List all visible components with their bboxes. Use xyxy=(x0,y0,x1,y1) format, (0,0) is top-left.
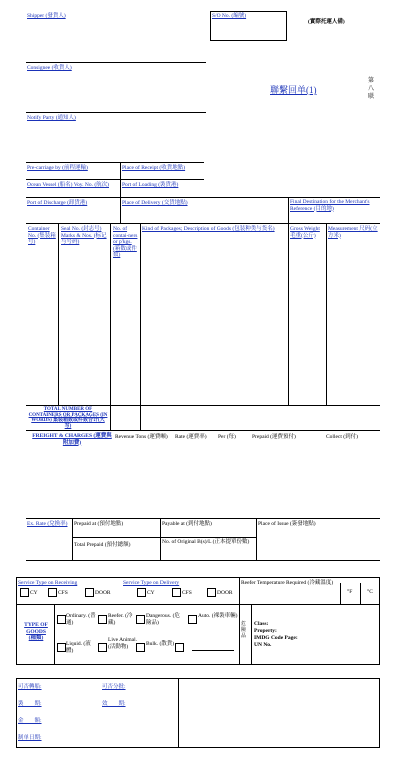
pre-carriage-label: Pre-carriage by (前程運輸) xyxy=(27,165,88,171)
other-underline xyxy=(192,650,234,651)
receiving-door-label: DOOR xyxy=(95,590,111,596)
kind-header: Kind of Packages; Description of Goods (包装种类与货名) xyxy=(142,226,275,232)
divider xyxy=(26,518,380,519)
divider xyxy=(72,537,256,538)
delivery-door-label: DOOR xyxy=(217,590,233,596)
bulk-label: Bulk. (散貨) xyxy=(146,641,175,647)
ordinary-checkbox[interactable] xyxy=(57,615,66,624)
bulk-checkbox[interactable] xyxy=(136,643,145,652)
freight-charges-label: FREIGHT & CHARGES (運費與附加費) xyxy=(32,433,112,446)
partial-shipment-label: 可否分批: xyxy=(102,684,126,690)
divider xyxy=(54,604,55,665)
side-mark-1: 第 xyxy=(368,78,375,84)
divider xyxy=(251,604,252,665)
auto-checkbox[interactable] xyxy=(188,615,197,624)
place-of-delivery-label: Place of Delivery (交貨地點) xyxy=(122,200,188,206)
un-no-label: UN No. xyxy=(254,642,272,648)
total-prepaid-label: Total Prepaid (預付總額) xyxy=(74,542,131,548)
divider xyxy=(26,560,380,561)
property-label: Property: xyxy=(254,628,277,634)
side-mark-3: 联 xyxy=(368,94,375,100)
consignee-label: Consignee (收貨人) xyxy=(27,65,72,71)
divider xyxy=(110,223,111,430)
divider xyxy=(360,583,361,604)
ocean-vessel-label: Ocean Vessel (船名) Voy. No. (航次) xyxy=(27,182,109,188)
port-of-loading-label: Port of Loading (裝貨港) xyxy=(122,182,179,188)
note-label: (實際托運人備) xyxy=(308,19,345,25)
receiving-cfs-label: CFS xyxy=(58,590,68,596)
side-mark-2: 八 xyxy=(368,86,375,92)
delivery-door-checkbox[interactable] xyxy=(207,588,216,597)
port-of-discharge-label: Port of Discharge (卸貨港) xyxy=(27,200,88,206)
prepaid-label: Prepaid (運費預付) xyxy=(252,434,296,440)
validity-label: 效 期: xyxy=(102,701,126,707)
place-of-receipt-label: Place of Receipt (收貨地點) xyxy=(122,165,186,171)
live-animal-checkbox[interactable] xyxy=(98,643,107,652)
container-header: Container No. (集装箱号) xyxy=(28,226,56,245)
revenue-tons-label: Revenue Tons (運費噸) xyxy=(115,434,168,440)
amount-label: 金 額: xyxy=(18,718,42,724)
total-packages-label: TOTAL NUMBER OF CONTAINERS OR PACKAGES (IN WORDS) 集装箱数或件数合计(大写) xyxy=(28,407,108,429)
receiving-cy-label: CY xyxy=(30,590,38,596)
seal-header: Seal No. (封志号) Marks & Nos. (标记与号码) xyxy=(61,226,107,245)
delivery-cfs-checkbox[interactable] xyxy=(172,588,181,597)
divider xyxy=(340,583,341,604)
so-no-label: S/O No. (編號) xyxy=(212,13,247,19)
reefer-checkbox[interactable] xyxy=(98,615,107,624)
divider xyxy=(58,223,59,405)
payable-at-label: Payable at (到付地點) xyxy=(162,521,212,527)
divider xyxy=(26,430,380,431)
imdg-label: IMDG Code Page: xyxy=(254,635,298,641)
dangerous-side-label: 危險品 xyxy=(241,622,247,639)
service-delivery-label: Service Type on Delivery xyxy=(123,580,180,586)
per-label: Per (每) xyxy=(218,434,236,440)
divider xyxy=(256,518,257,560)
gross-weight-header: Gross Weight 毛重(公斤) xyxy=(290,226,320,239)
divider xyxy=(72,518,73,560)
divider xyxy=(26,179,204,180)
delivery-cy-label: CY xyxy=(147,590,155,596)
notify-party-label: Notify Party (通知人) xyxy=(27,115,76,121)
prepaid-at-label: Prepaid at (預付地點) xyxy=(74,521,124,527)
place-of-issue-label: Place of Issue (簽發地點) xyxy=(258,521,316,527)
receiving-door-checkbox[interactable] xyxy=(85,588,94,597)
divider xyxy=(239,604,240,665)
class-label: Class: xyxy=(254,621,269,627)
divider xyxy=(26,62,206,63)
divider xyxy=(26,405,380,406)
rate-label: Rate (運費率) xyxy=(175,434,207,440)
collect-label: Collect (到付) xyxy=(326,434,358,440)
footer-box xyxy=(16,678,380,748)
ex-rate-label: Ex. Rate (兌換率) xyxy=(27,521,68,527)
liquid-checkbox[interactable] xyxy=(57,643,66,652)
measurement-header: Measurement 尺码(立方米) xyxy=(328,226,378,239)
divider xyxy=(16,604,380,605)
original-bl-label: No. of Original B(s)/L (正本提單份數) xyxy=(162,539,250,545)
divider xyxy=(288,223,289,405)
other-checkbox[interactable] xyxy=(175,643,184,652)
divider xyxy=(120,197,121,223)
packages-header: No. of contai-ners or p'kgs. (箱数或件数) xyxy=(113,226,138,258)
divider xyxy=(239,577,240,604)
divider xyxy=(178,678,179,748)
service-receiving-label: Service Type on Receiving xyxy=(18,580,78,586)
deg-f-label: °F xyxy=(347,589,353,595)
reefer-label: Reefer. (冷藏) xyxy=(108,613,133,626)
divider xyxy=(160,518,161,560)
liquid-label: Liquid. (液體) xyxy=(66,641,91,654)
final-destination-label: Final Destination for the Merchant's Reference (目的地) xyxy=(290,199,370,212)
receiving-cfs-checkbox[interactable] xyxy=(48,588,57,597)
delivery-cfs-label: CFS xyxy=(182,590,192,596)
reefer-temp-label: Reefer Temperature Required (冷藏溫度) xyxy=(241,580,334,586)
prep-date-label: 制单日期: xyxy=(18,735,42,741)
transshipment-label: 可否轉船: xyxy=(18,684,42,690)
divider xyxy=(140,223,141,430)
receiving-cy-checkbox[interactable] xyxy=(20,588,29,597)
dangerous-checkbox[interactable] xyxy=(136,615,145,624)
auto-label: Auto. (裸裝車輛) xyxy=(198,613,238,619)
divider xyxy=(326,223,327,405)
shipper-label: Shipper (發貨人) xyxy=(27,13,66,19)
dangerous-label: Dangerous. (危險品) xyxy=(146,613,180,626)
divider xyxy=(26,112,206,113)
document-title: 聯繫回单(1) xyxy=(270,85,317,95)
type-of-goods-label: TYPE OF GOODS (種類) xyxy=(24,622,48,641)
divider xyxy=(288,197,289,223)
ordinary-label: Ordinary. (普通) xyxy=(66,613,96,626)
loading-period-label: 裝 期: xyxy=(18,701,42,707)
delivery-cy-checkbox[interactable] xyxy=(137,588,146,597)
divider xyxy=(26,162,204,163)
divider xyxy=(26,197,380,198)
deg-c-label: °C xyxy=(367,589,373,595)
live-animal-label: Live Animal. (活動物) xyxy=(108,637,138,650)
